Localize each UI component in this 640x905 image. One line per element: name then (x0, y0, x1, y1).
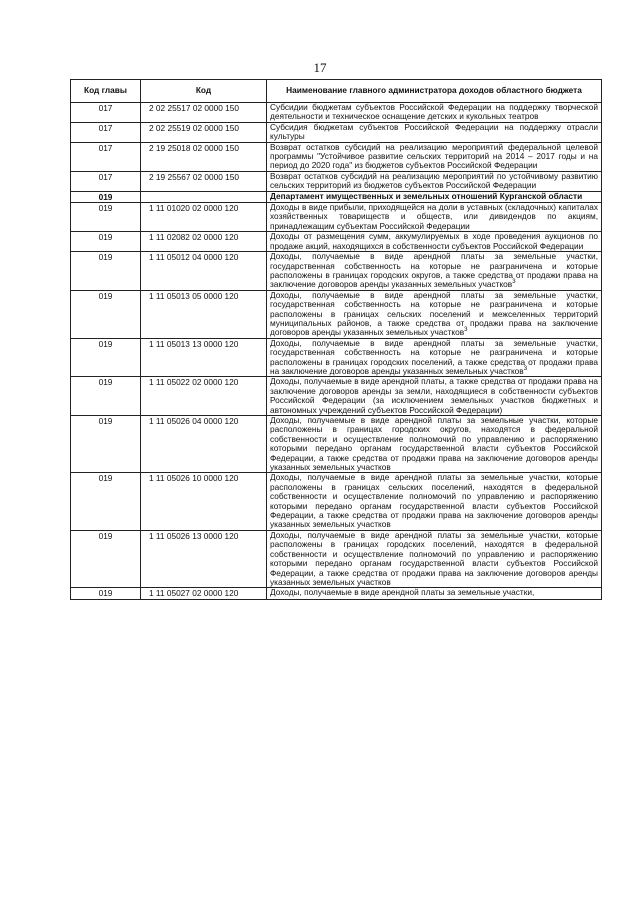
chapter-code-cell: 019 (71, 338, 141, 377)
table-row (71, 122, 602, 142)
revenue-name-text: Доходы, получаемые в виде арендной платы за земельные участки, государственная собственность на которые не разграничена и которые расположены в границах городских поселений, а также средства от продажи права на заключение договоров аренды указанных земельных участков (270, 337, 598, 376)
table-header-row (71, 80, 602, 103)
revenue-name-cell (267, 203, 602, 232)
revenue-name-text: Возврат остатков субсидий на реализацию мероприятий федеральной целевой программы "Устойчивое развитие сельских территорий на 2014 – 2017 годы и на период до 2020 года" из бюджетов субъектов Российской Федерации (270, 141, 598, 171)
chapter-code-cell: 017 (71, 103, 141, 123)
chapter-code-cell: 019 (71, 203, 141, 232)
page-number: 17 (313, 60, 327, 75)
table-row (71, 171, 602, 191)
revenue-code-cell: 2 19 25567 02 0000 150 (141, 171, 267, 191)
revenue-code-cell: 1 11 05022 02 0000 120 (141, 377, 267, 416)
chapter-code-cell: 017 (71, 142, 141, 171)
revenue-code-cell: 1 11 05026 10 0000 120 (141, 473, 267, 530)
chapter-code-cell: 017 (71, 171, 141, 191)
revenue-code-cell (141, 191, 267, 202)
revenue-code-cell: 1 11 05027 02 0000 120 (141, 588, 267, 600)
header-name: Наименование главного администратора доходов областного бюджета (267, 80, 602, 103)
chapter-code-cell: 019 (71, 232, 141, 252)
table-row (71, 203, 602, 232)
chapter-code-cell: 019 (71, 290, 141, 338)
revenue-name-text: Возврат остатков субсидий на реализацию мероприятий по устойчивому развитию сельских территорий из бюджетов субъектов Российской Федерации (270, 170, 598, 191)
revenue-name-cell (267, 338, 602, 377)
revenue-name-cell (267, 122, 602, 142)
table-row (71, 103, 602, 123)
chapter-code-cell: 019 (71, 588, 141, 600)
revenue-code-cell: 2 19 25018 02 0000 150 (141, 142, 267, 171)
revenue-code-cell: 1 11 05012 04 0000 120 (141, 252, 267, 291)
revenue-name-text: Доходы, получаемые в виде арендной платы за земельные участки, которые расположены в границах сельских поселений, находятся в федеральной собственности и осуществление полномочий по управлению и распоряжению которыми передано органам государственной власти субъектов Российской Федерации, а также средства от продажи права на заключение договоров аренды указанных земельных участков (270, 472, 598, 530)
footnote-marker: 3 (464, 327, 468, 334)
revenue-name-cell (267, 142, 602, 171)
revenue-name-text: Субсидии бюджетам субъектов Российской Федерации на поддержку творческой деятельности и техническое оснащение детских и кукольных театров (270, 102, 598, 122)
revenue-code-cell: 1 11 01020 02 0000 120 (141, 203, 267, 232)
revenue-code-cell: 1 11 02082 02 0000 120 (141, 232, 267, 252)
revenue-administrators-table (70, 79, 602, 600)
revenue-name-cell (267, 377, 602, 416)
revenue-name-cell (267, 290, 602, 338)
footnote-marker: 3 (523, 366, 528, 373)
revenue-code-cell: 2 02 25519 02 0000 150 (141, 122, 267, 142)
chapter-code-cell: 019 (71, 377, 141, 416)
revenue-name-cell (267, 191, 602, 202)
revenue-name-text: Доходы, получаемые в виде арендной платы за земельные участки, которые расположены в границах городских поселений, находятся в федеральной собственности и осуществление полномочий по управлению и распоряжению которыми передано органам государственной власти субъектов Российской Федерации, а также средства от продажи права на заключение договоров аренды указанных земельных участков (270, 529, 598, 587)
footnote-marker: 3 (512, 279, 516, 286)
table-row (71, 530, 602, 587)
revenue-name-text: Доходы, получаемые в виде арендной платы за земельные участки, государственная собственность на которые не разграничена и которые расположены в границах сельских поселений и межселенных территорий муниципальных районов, а также средства от продажи права на заключение договоров аренды указанных земельных участков (270, 289, 598, 338)
revenue-code-cell: 1 11 05013 13 0000 120 (141, 338, 267, 377)
table-row (71, 232, 602, 252)
revenue-name-cell (267, 473, 602, 530)
revenue-name-text: Доходы, получаемые в виде арендной платы за земельные участки, государственная собственность на которые не разграничена и которые расположены в границах городских округов, а также средства от продажи права на заключение договоров аренды указанных земельных участков (270, 251, 598, 290)
revenue-code-cell: 1 11 05013 05 0000 120 (141, 290, 267, 338)
revenue-name-text: Доходы в виде прибыли, приходящейся на доли в уставных (складочных) капиталах хозяйственных товариществ и обществ, или дивидендов по акциям, принадлежащим субъектам Российской Федерации (270, 202, 598, 231)
revenue-name-cell (267, 103, 602, 123)
table-row (71, 377, 602, 416)
revenue-name-cell (267, 530, 602, 587)
table-body (71, 103, 602, 600)
chapter-code-cell: 019 (71, 191, 141, 202)
revenue-name-text: Доходы, получаемые в виде арендной платы за земельные участки, которые расположены в границах городских округов, находятся в федеральной собственности и осуществление полномочий по управлению и распоряжению которыми передано органам государственной власти субъектов Российской Федерации, а также средства от продажи права на заключение договоров аренды указанных земельных участков (270, 415, 598, 473)
chapter-code-cell: 019 (71, 473, 141, 530)
header-code: Код (141, 80, 267, 103)
department-row (71, 191, 602, 202)
revenue-name-text: Доходы, получаемые в виде арендной платы, а также средства от продажи права на заключение договоров аренды за земли, находящиеся в собственности субъектов Российской Федерации (за исключением земельных участков бюджетных и автономных учреждений субъектов Российской Федерации) (270, 376, 598, 415)
revenue-name-cell (267, 232, 602, 252)
revenue-name-cell (267, 171, 602, 191)
chapter-code-cell: 017 (71, 122, 141, 142)
table-row (71, 416, 602, 473)
chapter-code-cell: 019 (71, 416, 141, 473)
table-row (71, 588, 602, 600)
chapter-code-cell: 019 (71, 530, 141, 587)
revenue-name-text: Доходы от размещения сумм, аккумулируемых в ходе проведения аукционов по продаже акций, находящихся в собственности субъектов Российской Федерации (270, 231, 598, 251)
chapter-code-cell: 019 (71, 252, 141, 291)
table-row (71, 290, 602, 338)
revenue-name-text: Доходы, получаемые в виде арендной платы за земельные участки, (270, 587, 535, 598)
revenue-name-cell (267, 588, 602, 600)
revenue-name-cell (267, 252, 602, 291)
revenue-code-cell: 1 11 05026 04 0000 120 (141, 416, 267, 473)
table-row (71, 473, 602, 530)
revenue-code-cell: 2 02 25517 02 0000 150 (141, 103, 267, 123)
table-row (71, 338, 602, 377)
revenue-code-cell: 1 11 05026 13 0000 120 (141, 530, 267, 587)
revenue-name-text: Департамент имущественных и земельных отношений Курганской области (270, 190, 583, 201)
revenue-name-cell (267, 416, 602, 473)
header-chapter-code: Код главы (71, 80, 141, 103)
table-row (71, 252, 602, 291)
revenue-name-text: Субсидия бюджетам субъектов Российской Федерации на поддержку отрасли культуры (270, 121, 598, 142)
table-row (71, 142, 602, 171)
